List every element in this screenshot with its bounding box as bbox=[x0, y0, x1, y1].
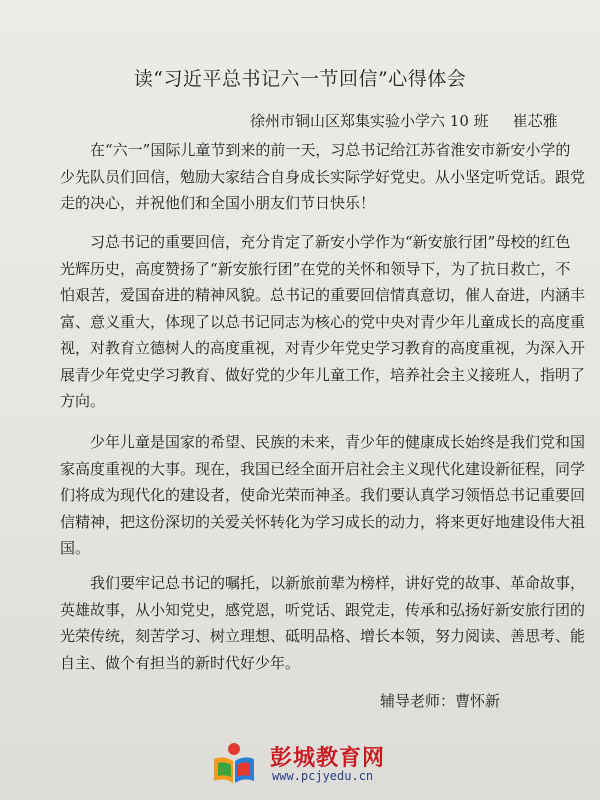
watermark-site-name: 彭城教育网 bbox=[270, 746, 386, 771]
text-line: 们将成为现代化的建设者，使命光荣而神圣。我们要认真学习领悟总书记重要回 bbox=[60, 486, 586, 504]
paragraph-3 bbox=[60, 429, 586, 562]
site-watermark bbox=[200, 733, 440, 791]
text-line: 走的决心，并祝他们和全国小朋友们节日快乐！ bbox=[60, 194, 376, 212]
document-title: 读“习近平总书记六一节回信”心得体会 bbox=[133, 68, 467, 90]
text-line: 信精神，把这份深切的关爱关怀转化为学习成长的动力，将来更好地建设伟大祖 bbox=[60, 512, 586, 531]
text-line: 自主、做个有担当的新时代好少年。 bbox=[60, 653, 301, 672]
byline-author: 崔芯雅 bbox=[512, 112, 558, 130]
text-line: 视，对教育立德树人的高度重视，对青少年党史学习教育的高度重视，为深入开 bbox=[60, 339, 586, 357]
text-line: 少先队员们回信，勉励大家结合自身成长实际学好党史。从小坚定听党话。跟党 bbox=[60, 167, 586, 186]
open-book-logo-icon bbox=[210, 741, 258, 787]
text-line: 方向。 bbox=[60, 392, 106, 410]
byline bbox=[250, 110, 580, 131]
text-line: 在“六一”国际儿童节到来的前一天，习总书记给江苏省淮安市新安小学的 bbox=[60, 141, 571, 159]
watermark-url: www.pcjyedu.cn bbox=[272, 769, 374, 783]
text-line: 展青少年党史学习教育、做好党的少年儿童工作，培养社会主义接班人，指明了 bbox=[60, 365, 586, 384]
text-line: 光荣传统，刻苦学习、树立理想、砥明品格、增长本领，努力阅读、善思考、能 bbox=[60, 627, 586, 645]
text-line: 富、意义重大，体现了以总书记同志为核心的党中央对青少年儿童成长的高度重 bbox=[60, 312, 586, 331]
text-line: 少年儿童是国家的希望、民族的未来，青少年的健康成长始终是我们党和国 bbox=[60, 433, 586, 451]
paragraph-2 bbox=[60, 229, 586, 415]
text-line: 我们要牢记总书记的嘱托，以新旅前辈为榜样，讲好党的故事、革命故事， bbox=[60, 574, 586, 592]
text-line: 怕艰苦，爱国奋进的精神风貌。总书记的重要回信情真意切，催人奋进，内涵丰 bbox=[60, 286, 586, 304]
text-line: 光辉历史，高度赞扬了“新安旅行团”在党的关怀和领导下，为了抗日救亡，不 bbox=[60, 259, 571, 278]
text-line: 家高度重视的大事。现在，我国已经全面开启社会主义现代化建设新征程，同学 bbox=[60, 459, 586, 478]
paragraph-1 bbox=[60, 137, 586, 217]
byline-school: 徐州市铜山区郑集实验小学六 10 班 bbox=[250, 112, 489, 130]
text-line: 习总书记的重要回信，充分肯定了新安小学作为“新安旅行团”母校的红色 bbox=[60, 233, 571, 251]
tutor-signature: 辅导老师：曹怀新 bbox=[380, 692, 501, 710]
paragraph-4 bbox=[60, 570, 586, 676]
text-line: 国。 bbox=[60, 539, 91, 557]
text-line: 英雄故事，从小知党史，感党恩，听党话、跟党走，传承和弘扬好新安旅行团的 bbox=[60, 600, 586, 619]
